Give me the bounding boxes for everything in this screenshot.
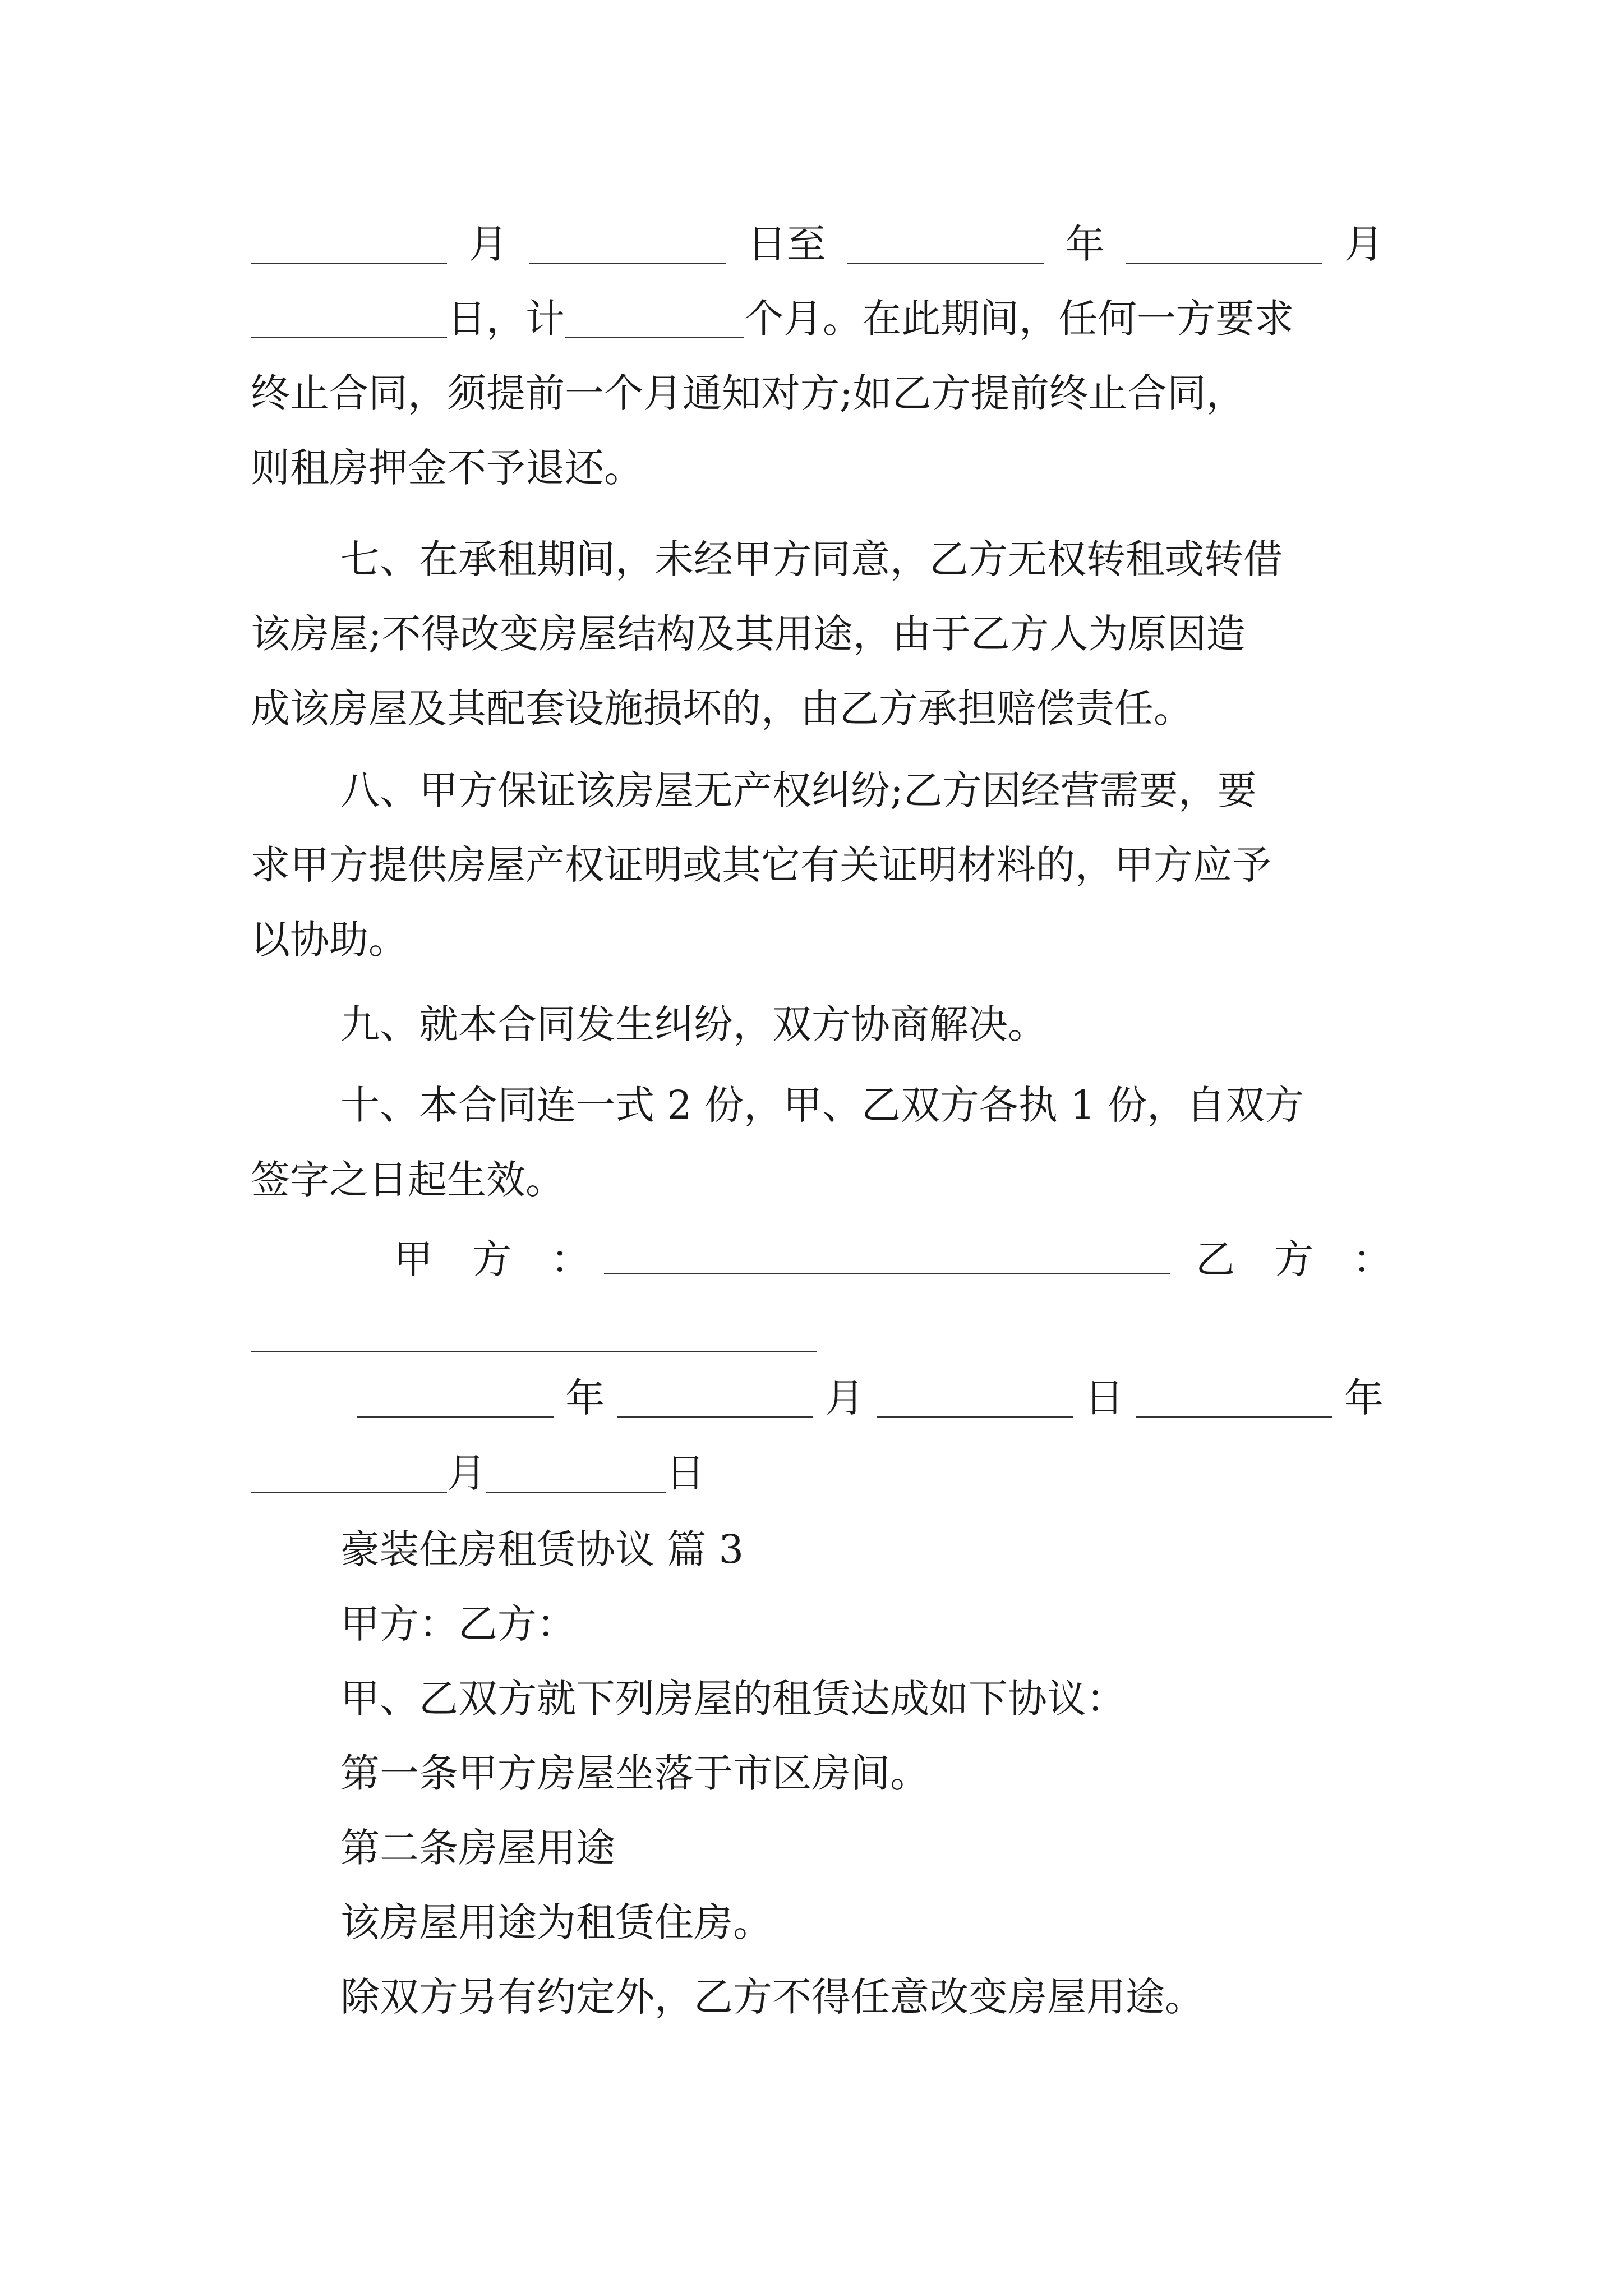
section-3-article-1: 第一条甲方房屋坐落于市区房间。 <box>340 1750 929 1796</box>
text-year: 年 <box>1344 1375 1384 1421</box>
text-month: 月 <box>825 1375 865 1421</box>
signature-row-continued <box>251 1313 1384 1352</box>
paragraph-line: 终止合同，须提前一个月通知对方;如乙方提前终止合同， <box>251 370 1246 416</box>
blank-field <box>847 229 1044 264</box>
blank-field <box>1126 229 1322 264</box>
clause-10-line: 签字之日起生效。 <box>251 1157 565 1203</box>
clause-8-line: 以协助。 <box>251 917 408 963</box>
clause-8-line: 求甲方提供房屋产权证明或其它有关证明材料的，甲方应予 <box>251 842 1271 888</box>
blank-field <box>486 1458 666 1493</box>
clause-10-line: 十、本合同连一式 2 份，甲、乙双方各执 1 份，自双方 <box>340 1082 1304 1128</box>
blank-field <box>251 1458 447 1493</box>
text-month: 月 <box>1344 221 1384 267</box>
lease-term-line-2 <box>251 296 1384 342</box>
section-3-intro: 甲、乙双方就下列房屋的租赁达成如下协议： <box>340 1676 1126 1722</box>
blank-field <box>565 303 744 338</box>
section-3-parties: 甲方：乙方： <box>340 1601 576 1647</box>
party-b-signature-line <box>251 1328 817 1352</box>
clause-7-line: 成该房屋及其配套设施损坏的，由乙方承担赔偿责任。 <box>251 685 1193 731</box>
text-day-to: 日至 <box>747 221 826 267</box>
date-line-2 <box>251 1450 1384 1496</box>
lease-term-line-1 <box>251 221 1384 267</box>
blank-field <box>251 303 447 338</box>
text-year: 年 <box>565 1375 605 1421</box>
text-months: 个月。在此期间，任何一方要求 <box>744 296 1294 342</box>
party-a-signature-line <box>604 1242 1170 1274</box>
clause-9-line: 九、就本合同发生纠纷，双方协商解决。 <box>340 1001 1047 1047</box>
clause-8-line: 八、甲方保证该房屋无产权纠纷;乙方因经营需要，要 <box>340 767 1257 813</box>
party-a-label: 甲 方 ： <box>394 1236 590 1282</box>
text-day: 日 <box>1085 1375 1124 1421</box>
blank-field <box>529 229 726 264</box>
blank-field <box>357 1383 554 1418</box>
blank-field <box>617 1383 813 1418</box>
text-month: 月 <box>447 1450 486 1496</box>
clause-7-line: 该房屋;不得改变房屋结构及其用途，由于乙方人为原因造 <box>251 611 1246 657</box>
text-year: 年 <box>1065 221 1105 267</box>
date-line-1 <box>251 1375 1384 1421</box>
text-day: 日 <box>666 1450 705 1496</box>
text-day-count: 日，计 <box>447 296 565 342</box>
section-3-article-2-title: 第二条房屋用途 <box>340 1825 615 1871</box>
blank-field <box>877 1383 1073 1418</box>
paragraph-line: 则租房押金不予退还。 <box>251 445 643 491</box>
blank-field <box>1136 1383 1332 1418</box>
section-3-article-2-note: 除双方另有约定外，乙方不得任意改变房屋用途。 <box>340 1974 1204 2020</box>
section-3-title: 豪装住房租赁协议 篇 3 <box>340 1526 744 1572</box>
blank-field <box>251 229 447 264</box>
section-3-article-2-text: 该房屋用途为租赁住房。 <box>340 1899 772 1945</box>
text-month: 月 <box>468 221 508 267</box>
party-b-label: 乙 方 ： <box>1196 1236 1392 1282</box>
clause-7-line: 七、在承租期间，未经甲方同意，乙方无权转租或转借 <box>340 536 1283 582</box>
